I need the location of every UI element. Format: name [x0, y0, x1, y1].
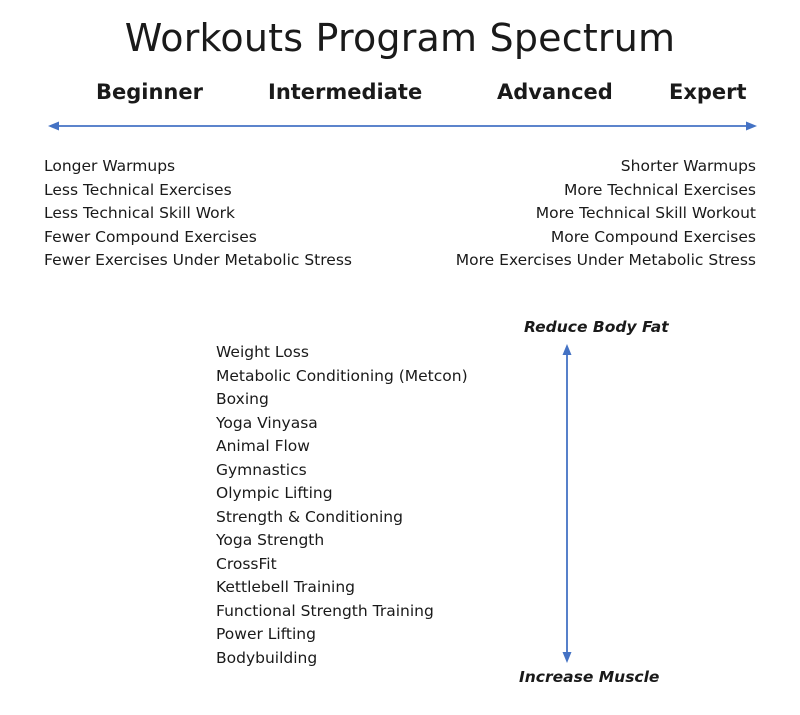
- list-item: Longer Warmups: [44, 157, 176, 175]
- arrow-up-head: [563, 344, 572, 355]
- list-item: Bodybuilding: [216, 648, 318, 667]
- list-item: Yoga Strength: [216, 531, 325, 549]
- list-item: Functional Strength Training: [216, 601, 434, 620]
- list-item: Animal Flow: [216, 437, 310, 455]
- list-item: Less Technical Skill Work: [44, 204, 235, 222]
- level-expert: Expert: [669, 80, 747, 104]
- list-item: More Compound Exercises: [550, 227, 756, 246]
- list-item: Kettlebell Training: [216, 578, 356, 596]
- list-item: Shorter Warmups: [620, 157, 756, 175]
- increase-muscle-label: Increase Muscle: [519, 668, 660, 686]
- list-item: Power Lifting: [216, 625, 316, 643]
- expert-traits-list: [456, 155, 756, 273]
- list-item: Yoga Vinyasa: [216, 413, 318, 432]
- list-item: Fewer Compound Exercises: [44, 227, 257, 246]
- beginner-traits-list: [44, 155, 352, 273]
- list-item: More Technical Exercises: [563, 180, 756, 199]
- reduce-body-fat-label: Reduce Body Fat: [524, 318, 669, 336]
- list-item: Strength & Conditioning: [216, 507, 403, 526]
- list-item: Less Technical Exercises: [44, 180, 232, 199]
- level-intermediate: Intermediate: [268, 80, 423, 104]
- list-item: Metabolic Conditioning (Metcon): [216, 366, 468, 385]
- arrow-right-head: [746, 122, 757, 131]
- list-item: Boxing: [216, 390, 269, 408]
- list-item: Weight Loss: [216, 343, 309, 361]
- level-beginner: Beginner: [96, 80, 203, 104]
- list-item: More Exercises Under Metabolic Stress: [455, 251, 756, 269]
- list-item: Gymnastics: [216, 460, 307, 479]
- list-item: CrossFit: [216, 554, 277, 573]
- horizontal-spectrum-arrow: [0, 112, 800, 140]
- vertical-goal-arrow: [555, 343, 579, 665]
- programs-list: [216, 341, 468, 670]
- page-title: Workouts Program Spectrum: [124, 16, 676, 60]
- level-advanced: Advanced: [497, 80, 613, 104]
- list-item: More Technical Skill Workout: [535, 204, 756, 222]
- arrow-down-head: [563, 652, 572, 663]
- list-item: Olympic Lifting: [216, 484, 333, 502]
- arrow-left-head: [48, 122, 59, 131]
- list-item: Fewer Exercises Under Metabolic Stress: [44, 251, 352, 269]
